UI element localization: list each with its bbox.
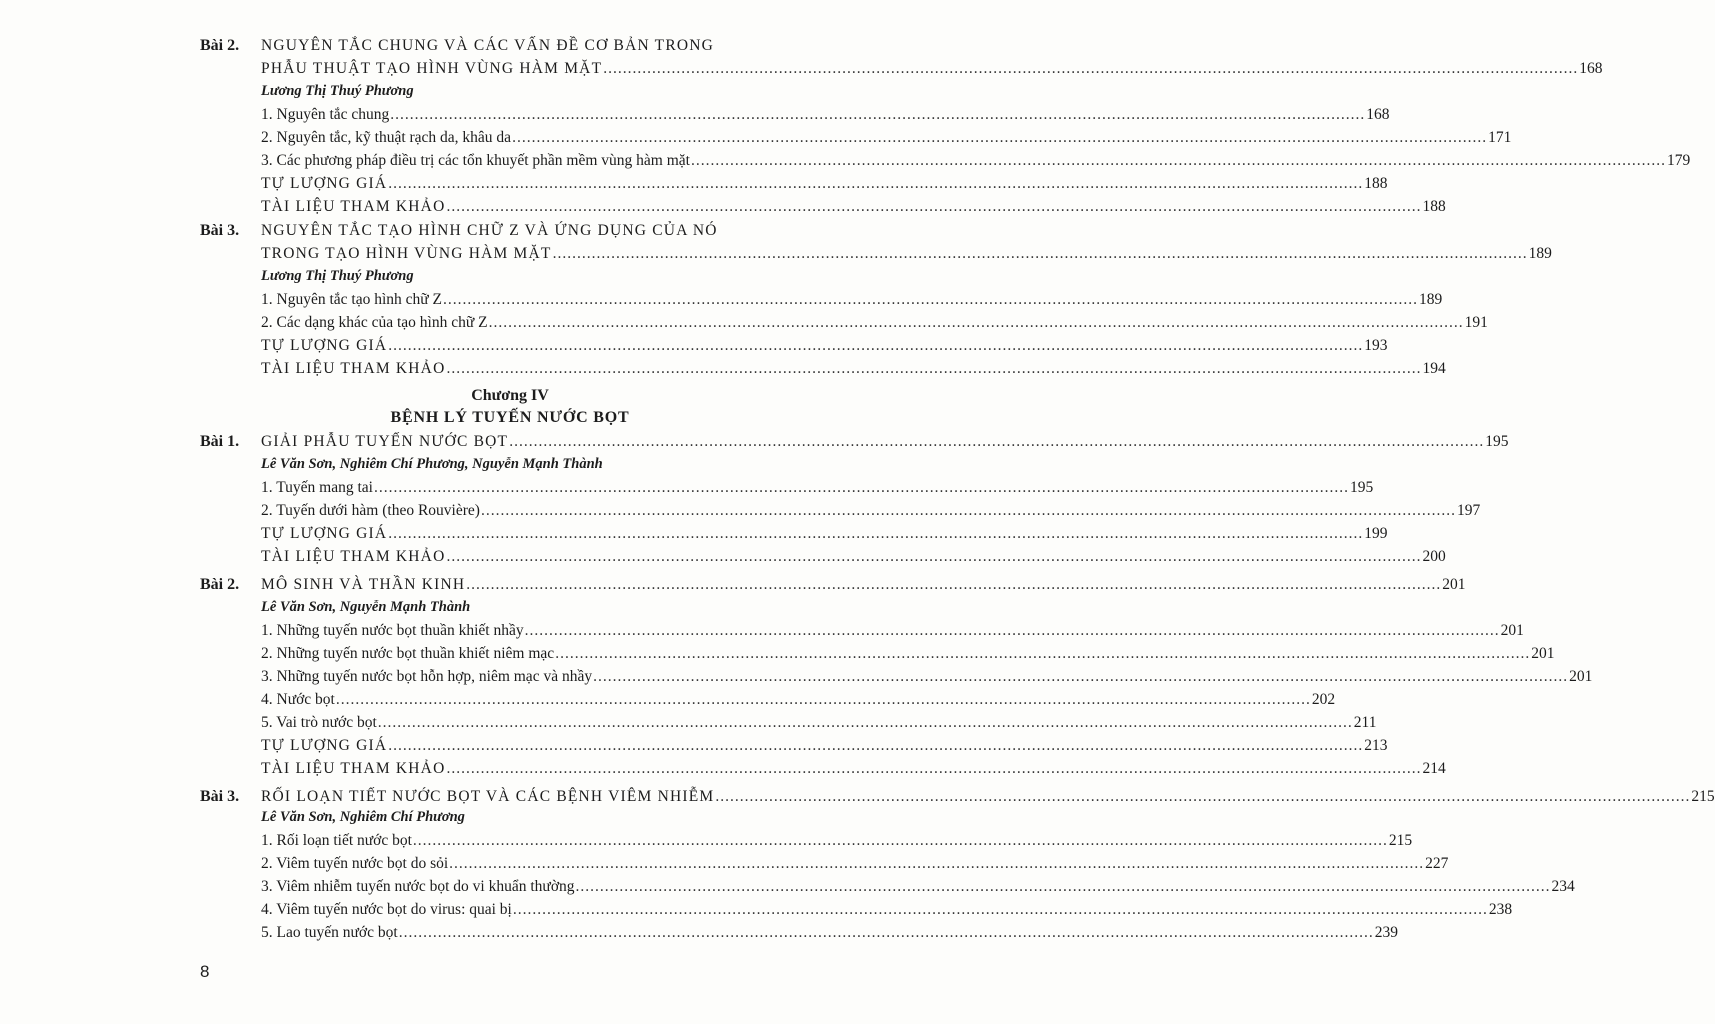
toc-entry[interactable] — [261, 103, 1390, 126]
dot-leader: ........................................................................................................................................................................................................ — [690, 152, 1666, 169]
toc-entry-text: 1. Nguyên tắc tạo hình chữ Z — [261, 291, 443, 308]
dot-leader: ........................................................................................................................................................................................................ — [512, 129, 1488, 146]
page-ref: 238 — [1488, 901, 1513, 918]
toc-entry[interactable] — [261, 149, 1691, 172]
toc-entry-text: 3. Viêm nhiễm tuyến nước bọt do vi khuẩn thường — [261, 878, 575, 895]
toc-entry[interactable] — [261, 126, 1512, 149]
page-ref: 195 — [1485, 433, 1509, 450]
page-ref: 234 — [1551, 878, 1575, 895]
lesson-label: Bài 2. — [200, 37, 240, 54]
page-ref: 201 — [1442, 576, 1466, 593]
page-ref: 201 — [1569, 668, 1593, 685]
dot-leader: ........................................................................................................................................................................................................ — [446, 360, 1422, 377]
dot-leader: ........................................................................................................................................................................................................ — [512, 901, 1488, 918]
page-ref: 195 — [1349, 479, 1374, 496]
lesson-title-row[interactable] — [261, 57, 1603, 80]
page-ref: 168 — [1579, 60, 1603, 77]
dot-leader: ........................................................................................................................................................................................................ — [593, 668, 1569, 685]
toc-entry-text: TÀI LIỆU THAM KHẢO — [261, 198, 446, 215]
chapter-number: Chương IV — [471, 387, 549, 404]
toc-entry-text: 5. Vai trò nước bọt — [261, 714, 377, 731]
toc-entry[interactable] — [261, 172, 1388, 195]
toc-entry-text: TỰ LƯỢNG GIÁ — [261, 175, 388, 192]
dot-leader: ........................................................................................................................................................................................................ — [398, 924, 1374, 941]
author-line: Lương Thị Thuý Phương — [261, 83, 414, 99]
author-line: Lê Văn Sơn, Nghiêm Chí Phương, Nguyễn Mạnh Thành — [261, 456, 603, 472]
lesson-title-line: GIẢI PHẪU TUYẾN NƯỚC BỌT — [261, 433, 509, 450]
dot-leader: ........................................................................................................................................................................................................ — [390, 106, 1366, 123]
toc-entry[interactable] — [261, 829, 1413, 852]
dot-leader: ........................................................................................................................................................................................................ — [466, 576, 1442, 593]
lesson-label: Bài 1. — [200, 433, 240, 450]
toc-entry-text: 3. Các phương pháp điều trị các tổn khuyết phần mềm vùng hàm mặt — [261, 152, 690, 169]
author-line: Lê Văn Sơn, Nguyễn Mạnh Thành — [261, 599, 471, 615]
dot-leader: ........................................................................................................................................................................................................ — [575, 878, 1551, 895]
author-line: Lê Văn Sơn, Nghiêm Chí Phương — [261, 809, 465, 825]
dot-leader: ........................................................................................................................................................................................................ — [552, 245, 1528, 262]
page-ref: 213 — [1364, 737, 1388, 754]
dot-leader: ........................................................................................................................................................................................................ — [388, 737, 1364, 754]
chapter-title: BỆNH LÝ TUYẾN NƯỚC BỌT — [390, 409, 630, 426]
lesson-title-line: MÔ SINH VÀ THẦN KINH — [261, 576, 466, 593]
dot-leader: ........................................................................................................................................................................................................ — [388, 175, 1364, 192]
lesson-label: Bài 3. — [200, 788, 240, 805]
dot-leader: ........................................................................................................................................................................................................ — [373, 479, 1349, 496]
toc-entry-text: 1. Tuyến mang tai — [261, 479, 373, 496]
dot-leader: ........................................................................................................................................................................................................ — [524, 622, 1500, 639]
page-ref: 202 — [1311, 691, 1336, 708]
toc-entry-text: TÀI LIỆU THAM KHẢO — [261, 548, 446, 565]
lesson-label: Bài 2. — [200, 576, 240, 593]
lesson-label: Bài 3. — [200, 222, 240, 239]
toc-entry[interactable] — [261, 921, 1398, 944]
page-ref: 227 — [1425, 855, 1449, 872]
page-number: 8 — [200, 962, 210, 981]
toc-entry-text: 2. Tuyến dưới hàm (theo Rouvière) — [261, 502, 480, 519]
toc-entry[interactable] — [261, 875, 1575, 898]
dot-leader: ........................................................................................................................................................................................................ — [446, 198, 1422, 215]
dot-leader: ........................................................................................................................................................................................................ — [377, 714, 1353, 731]
page-ref: 211 — [1353, 714, 1377, 731]
page-ref: 201 — [1500, 622, 1524, 639]
toc-entry-text: 2. Nguyên tắc, kỹ thuật rạch da, khâu da — [261, 129, 512, 146]
page-ref: 200 — [1422, 548, 1446, 565]
toc-entry-text: 4. Nước bọt — [261, 691, 335, 708]
dot-leader: ........................................................................................................................................................................................................ — [509, 433, 1485, 450]
toc-entry[interactable] — [261, 852, 1449, 875]
dot-leader: ........................................................................................................................................................................................................ — [715, 788, 1691, 805]
toc-entry-text: TÀI LIỆU THAM KHẢO — [261, 360, 446, 377]
dot-leader: ........................................................................................................................................................................................................ — [555, 645, 1531, 662]
page-ref: 197 — [1456, 502, 1481, 519]
toc-entry-text: TỰ LƯỢNG GIÁ — [261, 525, 388, 542]
dot-leader: ........................................................................................................................................................................................................ — [480, 502, 1456, 519]
toc-entry-text: 1. Nguyên tắc chung — [261, 106, 390, 123]
dot-leader: ........................................................................................................................................................................................................ — [449, 855, 1425, 872]
toc-entry[interactable] — [261, 711, 1377, 734]
toc-entry[interactable] — [261, 195, 1446, 218]
chapter-heading — [200, 385, 820, 429]
dot-leader: ........................................................................................................................................................................................................ — [488, 314, 1464, 331]
author-line: Lương Thị Thuý Phương — [261, 268, 414, 284]
dot-leader: ........................................................................................................................................................................................................ — [446, 760, 1422, 777]
dot-leader: ........................................................................................................................................................................................................ — [388, 525, 1364, 542]
toc-entry-text: TỰ LƯỢNG GIÁ — [261, 337, 388, 354]
toc-entry-text: 5. Lao tuyến nước bọt — [261, 924, 398, 941]
toc-entry[interactable] — [261, 619, 1524, 642]
page-ref: 199 — [1364, 525, 1388, 542]
lesson-title-line: TRONG TẠO HÌNH VÙNG HÀM MẶT — [261, 245, 552, 262]
toc-entry[interactable] — [261, 334, 1388, 357]
toc-entry-text: TÀI LIỆU THAM KHẢO — [261, 760, 446, 777]
lesson-title-row[interactable] — [261, 785, 1715, 808]
lesson-title-row[interactable] — [261, 242, 1552, 265]
toc-entry-text: 4. Viêm tuyến nước bọt do virus: quai bị — [261, 901, 512, 918]
dot-leader: ........................................................................................................................................................................................................ — [603, 60, 1579, 77]
page-ref: 188 — [1364, 175, 1388, 192]
toc-entry-text: 3. Những tuyến nước bọt hỗn hợp, niêm mạc và nhầy — [261, 668, 593, 685]
dot-leader: ........................................................................................................................................................................................................ — [335, 691, 1311, 708]
page-ref: 193 — [1364, 337, 1388, 354]
page-ref: 194 — [1422, 360, 1446, 377]
page-ref: 215 — [1388, 832, 1413, 849]
lesson-title-line: NGUYÊN TẮC CHUNG VÀ CÁC VẤN ĐỀ CƠ BẢN TRONG — [261, 37, 715, 54]
dot-leader: ........................................................................................................................................................................................................ — [443, 291, 1419, 308]
toc-entry[interactable] — [261, 545, 1446, 568]
page-ref: 214 — [1422, 760, 1446, 777]
toc-entry[interactable] — [261, 357, 1446, 380]
toc-entry[interactable] — [261, 734, 1388, 757]
toc-entry[interactable] — [261, 522, 1388, 545]
page-ref: 188 — [1422, 198, 1446, 215]
toc-entry-text: 2. Viêm tuyến nước bọt do sỏi — [261, 855, 449, 872]
page-ref: 201 — [1531, 645, 1555, 662]
lesson-title-row[interactable] — [261, 430, 1509, 453]
toc-entry[interactable] — [261, 898, 1513, 921]
dot-leader: ........................................................................................................................................................................................................ — [412, 832, 1388, 849]
dot-leader: ........................................................................................................................................................................................................ — [446, 548, 1422, 565]
page-ref: 239 — [1374, 924, 1398, 941]
toc-entry-text: 1. Rối loạn tiết nước bọt — [261, 832, 412, 849]
toc-entry[interactable] — [261, 499, 1481, 522]
page-ref: 171 — [1488, 129, 1512, 146]
page-ref: 189 — [1528, 245, 1552, 262]
page-ref: 168 — [1366, 106, 1390, 123]
lesson-title-line: RỐI LOẠN TIẾT NƯỚC BỌT VÀ CÁC BỆNH VIÊM NHIỄM — [261, 788, 715, 805]
toc-entry-text: 2. Các dạng khác của tạo hình chữ Z — [261, 314, 488, 331]
toc-entry[interactable] — [261, 665, 1593, 688]
toc-entry[interactable] — [261, 688, 1336, 711]
toc-entry[interactable] — [261, 288, 1443, 311]
toc-entry[interactable] — [261, 757, 1446, 780]
lesson-title-row[interactable] — [261, 573, 1466, 596]
toc-entry-text: 1. Những tuyến nước bọt thuần khiết nhầy — [261, 622, 524, 639]
toc-entry-text: 2. Những tuyến nước bọt thuần khiết niêm mạc — [261, 645, 555, 662]
toc-entry[interactable] — [261, 642, 1555, 665]
page-ref: 179 — [1666, 152, 1691, 169]
toc-entry[interactable] — [261, 311, 1488, 334]
lesson-title-line: NGUYÊN TẮC TẠO HÌNH CHỮ Z VÀ ỨNG DỤNG CỦA NÓ — [261, 222, 718, 239]
toc-entry-text: TỰ LƯỢNG GIÁ — [261, 737, 388, 754]
toc-entry[interactable] — [261, 476, 1374, 499]
page-ref: 215 — [1691, 788, 1715, 805]
page-ref: 191 — [1464, 314, 1488, 331]
lesson-title-line: PHẪU THUẬT TẠO HÌNH VÙNG HÀM MẶT — [261, 60, 603, 77]
page-ref: 189 — [1419, 291, 1443, 308]
dot-leader: ........................................................................................................................................................................................................ — [388, 337, 1364, 354]
